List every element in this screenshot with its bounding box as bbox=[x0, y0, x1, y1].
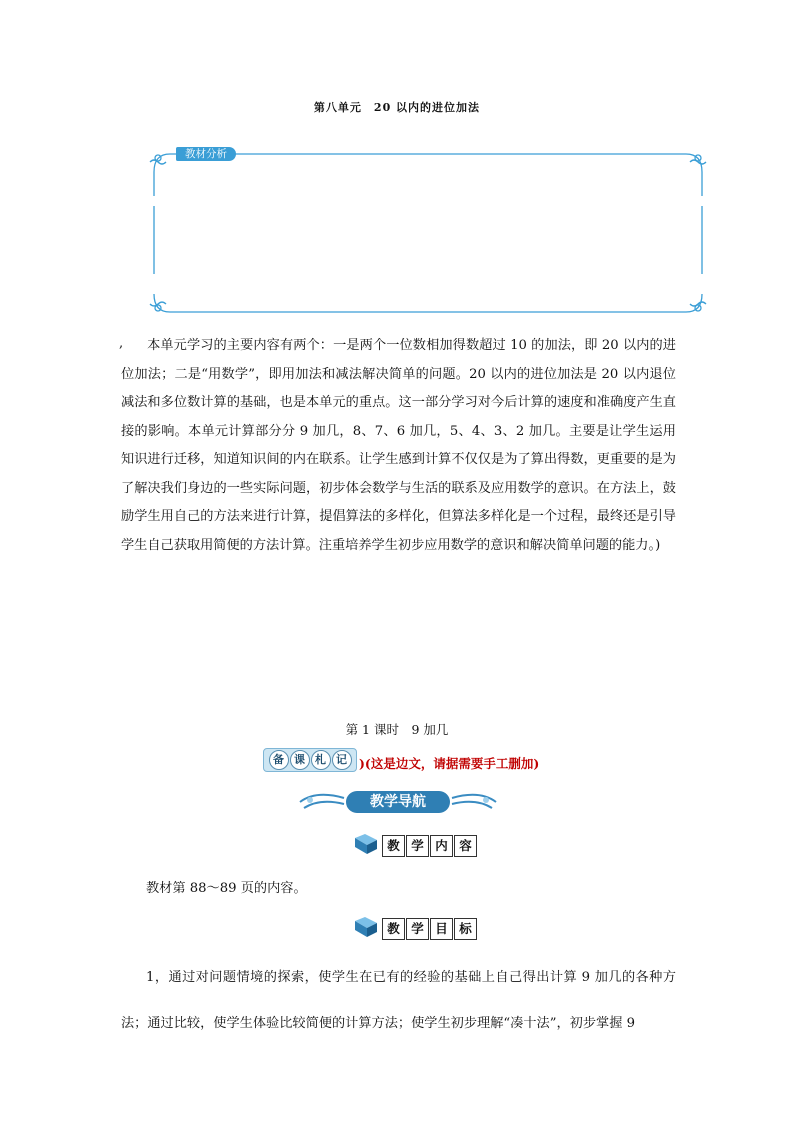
frame-border bbox=[148, 148, 708, 318]
heading-char: 目 bbox=[430, 918, 453, 940]
heading-char: 内 bbox=[430, 835, 453, 857]
frame-tag: 教材分析 bbox=[176, 147, 236, 161]
unit-title: 第八单元 20 以内的进位加法 bbox=[313, 101, 481, 114]
book-icon bbox=[353, 832, 379, 856]
analysis-paragraph bbox=[121, 332, 676, 560]
heading-char: 学 bbox=[406, 835, 429, 857]
notes-char: 课 bbox=[290, 750, 310, 770]
goals-paragraph: 1，通过对问题情境的探索，使学生在已有的经验的基础上自己得出计算 9 加几的各种方法；通过比较，使学生体验比较简便的计算方法；使学生初步理解“凑十法”，初步掌握 9 bbox=[121, 970, 676, 1031]
lesson-title: 第 1 课时 9 加几 bbox=[345, 722, 449, 737]
heading-char: 教 bbox=[382, 835, 405, 857]
side-note: )(这是边文，请据需要手工删加) bbox=[359, 756, 540, 771]
textbook-analysis-frame bbox=[148, 148, 708, 318]
lesson-notes-badge bbox=[263, 748, 357, 772]
book-icon bbox=[353, 915, 379, 939]
content-text: 教材第 88～89 页的内容。 bbox=[146, 881, 307, 896]
notes-char: 备 bbox=[269, 750, 289, 770]
heading-char: 教 bbox=[382, 918, 405, 940]
heading-char: 标 bbox=[454, 918, 477, 940]
heading-char: 容 bbox=[454, 835, 477, 857]
notes-char: 札 bbox=[311, 750, 331, 770]
teaching-nav-banner bbox=[296, 788, 500, 818]
leading-mark: , bbox=[119, 336, 124, 351]
heading-char: 学 bbox=[406, 918, 429, 940]
analysis-text: 本单元学习的主要内容有两个：一是两个一位数相加得数超过 10 的加法，即 20 以内的进位加法；二是“用数学”，即用加法和减法解决简单的问题。20 以内的进位加法是 20 以内退位减法和多位数计算的基础，也是本单元的重点。这一部分学习对今后计算的速度和准确度产生直接的影响。本单元计算部分分 9 加几，8、7、6 加几，5、4、3、2 加几。主要是让学生运用知识进行迁移，知道知识间的内在联系。让学生感到计算不仅仅是为了算出得数，更重要的是为了解决我们身边的一些实际问题，初步体会数学与生活的联系及应用数学的意识。在方法上，鼓励学生用自己的方法来进行计算，提倡算法的多样化，但算法多样化是一个过程，最终还是引导学生自己获取用简便的方法计算。注重培养学生初步应用数学的意识和解决简单问题的能力。) bbox=[121, 338, 676, 553]
banner-label: 教学导航 bbox=[346, 791, 450, 813]
notes-char: 记 bbox=[332, 750, 352, 770]
